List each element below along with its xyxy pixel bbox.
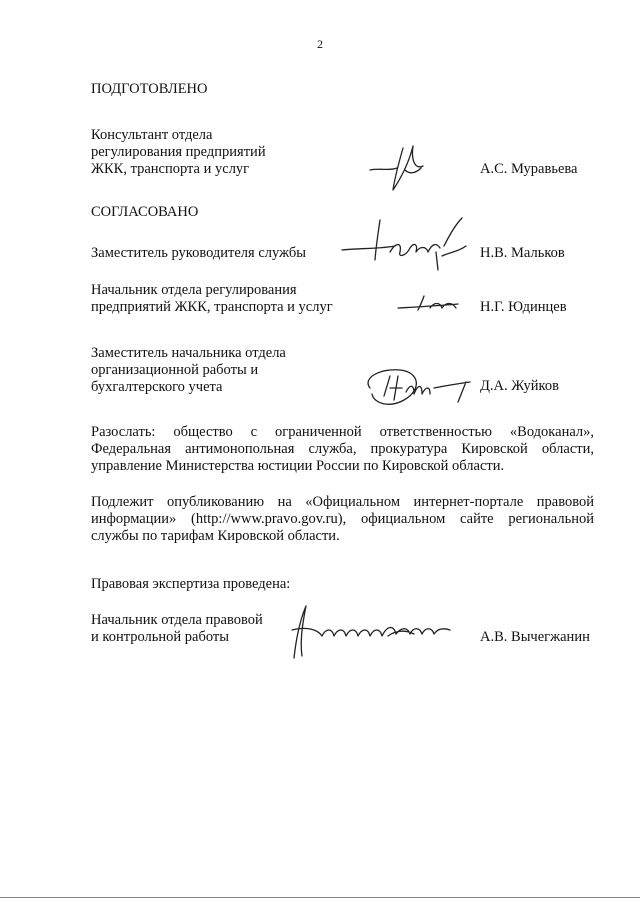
legal-review-position: Начальник отдела правовой и контрольной работы bbox=[91, 612, 263, 645]
signature-malkov bbox=[340, 212, 470, 272]
signature-vychegzhanin bbox=[284, 600, 454, 662]
distribution-text: Разослать: общество с ограниченной ответственностью «Водоканал», Федеральная антимонопольная служба, прокуратура Кировской области, управление Министерства юстиции России по Кировской области. bbox=[91, 424, 594, 474]
legal-review-note: Правовая экспертиза проведена: bbox=[91, 576, 291, 592]
legal-review-name: А.В. Вычегжанин bbox=[480, 629, 590, 645]
signer-1-name: Н.В. Мальков bbox=[480, 245, 565, 261]
signer-2-position: Начальник отдела регулирования предприятий ЖКК, транспорта и услуг bbox=[91, 282, 333, 315]
signer-3-name: Д.А. Жуйков bbox=[480, 378, 559, 394]
signature-muravyeva bbox=[365, 138, 435, 198]
prepared-name: А.С. Муравьева bbox=[480, 161, 578, 177]
agreed-heading: СОГЛАСОВАНО bbox=[91, 204, 199, 220]
prepared-position: Консультант отдела регулирования предприятий ЖКК, транспорта и услуг bbox=[91, 127, 266, 177]
prepared-heading: ПОДГОТОВЛЕНО bbox=[91, 81, 208, 97]
publication-text: Подлежит опубликованию на «Официальном интернет-портале правовой информации» (http://www.pravo.gov.ru), официальном сайте региональной службы по тарифам Кировской области. bbox=[91, 494, 594, 544]
signer-1-position: Заместитель руководителя службы bbox=[91, 245, 307, 261]
page-bottom-edge bbox=[0, 897, 640, 898]
page-number: 2 bbox=[317, 37, 323, 51]
signer-3-position: Заместитель начальника отдела организационной работы и бухгалтерского учета bbox=[91, 345, 286, 395]
signature-yudintsev bbox=[396, 288, 466, 318]
signature-zhuykov bbox=[360, 366, 480, 410]
signer-2-name: Н.Г. Юдинцев bbox=[480, 299, 567, 315]
